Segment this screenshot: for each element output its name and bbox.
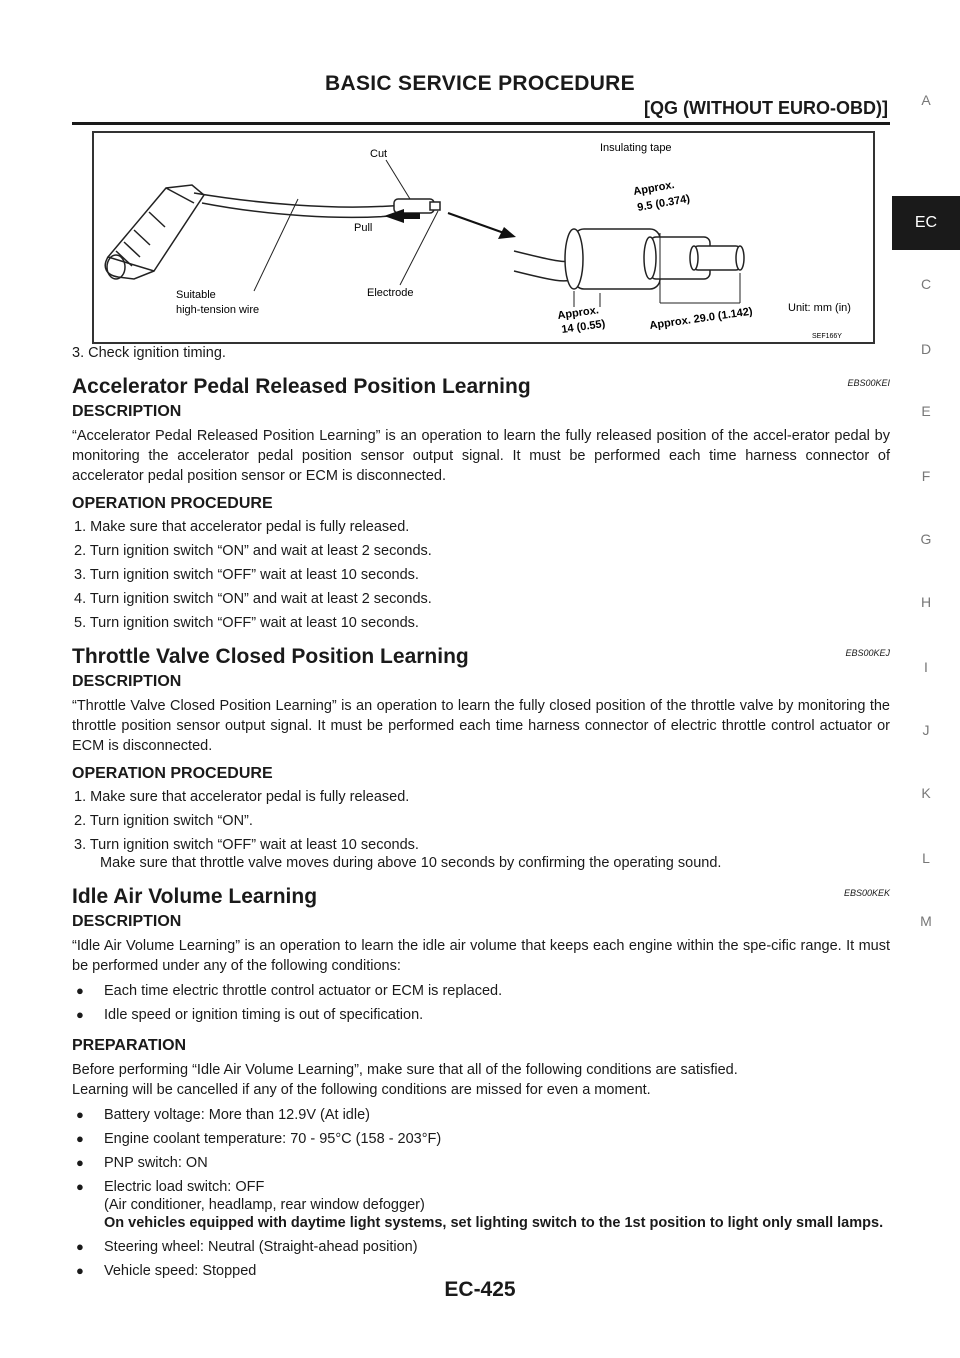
tab-f[interactable]: F [921, 468, 931, 484]
tab-a[interactable]: A [921, 92, 931, 108]
list-item-text: Vehicle speed: Stopped [104, 1263, 257, 1279]
idle-description-text: “Idle Air Volume Learning” is an operation to learn the idle air volume that keeps each engine within the spe-cific range. It must be performed under any of the following conditions: [72, 938, 890, 974]
tab-d[interactable]: D [920, 341, 932, 357]
throttle-operation-heading: OPERATION PROCEDURE [72, 765, 273, 782]
list-item: 5. Turn ignition switch “OFF” wait at least 10 seconds. [74, 615, 419, 631]
section-title-idle [72, 884, 890, 910]
page-body [72, 345, 890, 1286]
wire-illustration [94, 133, 873, 342]
list-item [74, 1178, 890, 1232]
page-number: EC-425 [444, 1278, 516, 1301]
throttle-description-text: “Throttle Valve Closed Position Learning” is an operation to learn the fully closed position of the throttle valve by monitoring the throttle position sensor output signal. It must be performed each time harness connector of electric throttle control actuator or ECM is disconnected. [72, 698, 890, 754]
list-item-text: Engine coolant temperature: 70 - 95°C (158 - 203°F) [104, 1131, 442, 1147]
tab-m[interactable]: M [920, 913, 932, 929]
bullet-icon: ● [76, 1239, 84, 1254]
list-item: 3. Turn ignition switch “OFF” wait at least 10 seconds. [74, 837, 419, 853]
spark-plug-wire-figure [92, 131, 875, 344]
section-code-idle: EBS00KEK [843, 888, 890, 898]
idle-preparation-text-1: Before performing “Idle Air Volume Learning”, make sure that all of the following conditions are satisfied. [72, 1062, 738, 1078]
list-item [74, 982, 890, 1000]
section-code-accelerator: EBS00KEI [847, 378, 890, 388]
list-item-text: Each time electric throttle control actuator or ECM is replaced. [104, 983, 503, 999]
list-item-note: On vehicles equipped with daytime light systems, set lighting switch to the 1st position to light only small lamps. [104, 1215, 884, 1231]
idle-conditions-list [72, 982, 890, 1024]
tab-h[interactable]: H [920, 594, 932, 610]
header-divider [72, 122, 890, 125]
tab-g[interactable]: G [920, 531, 932, 547]
bullet-icon: ● [76, 983, 84, 998]
list-item: 2. Turn ignition switch “ON”. [74, 813, 253, 829]
list-item [74, 1130, 890, 1148]
tab-e[interactable]: E [921, 403, 931, 419]
throttle-description-heading: DESCRIPTION [72, 673, 182, 690]
tab-c[interactable]: C [920, 276, 932, 292]
figure-code: SEF166Y [812, 333, 842, 340]
list-item: 3. Turn ignition switch “OFF” wait at least 10 seconds. [74, 567, 419, 583]
label-approx-9-5-a: Approx. [632, 178, 676, 198]
list-item: 1. Make sure that accelerator pedal is fully released. [74, 519, 410, 535]
list-item: 2. Turn ignition switch “ON” and wait at least 2 seconds. [74, 543, 432, 559]
section-title-idle-text: Idle Air Volume Learning [72, 885, 318, 908]
page-header-subtitle: [QG (WITHOUT EURO-OBD)] [644, 98, 888, 118]
section-title-throttle-text: Throttle Valve Closed Position Learning [72, 645, 469, 668]
label-approx-14-a: Approx. [556, 304, 600, 322]
list-item [74, 1238, 890, 1256]
label-pull: Pull [354, 222, 373, 234]
bullet-icon: ● [76, 1179, 84, 1194]
section-title-accelerator [72, 374, 890, 400]
label-cut: Cut [370, 148, 388, 160]
tab-l[interactable]: L [922, 850, 930, 866]
tab-i[interactable]: I [924, 659, 928, 675]
idle-preparation-list [72, 1106, 890, 1280]
list-item [74, 1006, 890, 1024]
section-title-accelerator-text: Accelerator Pedal Released Position Learning [72, 375, 531, 398]
list-item-text: (Air conditioner, headlamp, rear window defogger) [104, 1197, 425, 1213]
tab-ec[interactable]: EC [892, 196, 960, 250]
label-approx-9-5-b: 9.5 (0.374) [636, 192, 691, 214]
list-item-text: Electric load switch: OFF [104, 1179, 265, 1195]
list-item-text: Idle speed or ignition timing is out of specification. [104, 1007, 424, 1023]
tab-k[interactable]: K [921, 785, 931, 801]
label-insulating-tape: Insulating tape [600, 142, 672, 154]
idle-description-heading: DESCRIPTION [72, 913, 182, 930]
bullet-icon: ● [76, 1007, 84, 1022]
bullet-icon: ● [76, 1155, 84, 1170]
idle-preparation-text-2: Learning will be cancelled if any of the following conditions are missed for even a moment. [72, 1082, 651, 1098]
list-item [74, 1154, 890, 1172]
bullet-icon: ● [76, 1263, 84, 1278]
label-approx-14-b: 14 (0.55) [560, 317, 607, 336]
label-unit: Unit: mm (in) [788, 302, 851, 314]
bullet-icon: ● [76, 1131, 84, 1146]
list-item: 4. Turn ignition switch “ON” and wait at least 2 seconds. [74, 591, 432, 607]
list-item-text: Steering wheel: Neutral (Straight-ahead position) [104, 1239, 418, 1255]
idle-preparation-heading: PREPARATION [72, 1037, 187, 1054]
section-code-throttle: EBS00KEJ [845, 648, 890, 658]
page-header-title: BASIC SERVICE PROCEDURE [325, 72, 635, 95]
accelerator-description-heading: DESCRIPTION [72, 403, 182, 420]
list-item [74, 1106, 890, 1124]
accelerator-description-text: “Accelerator Pedal Released Position Learning” is an operation to learn the fully released position of the accel-erator pedal by monitoring the accelerator pedal position sensor output signal. It must be performed each time harness connector of accelerator pedal position sensor or ECM is disconnected. [72, 428, 890, 484]
list-item-text: Battery voltage: More than 12.9V (At idle) [104, 1107, 370, 1123]
throttle-steps-list [72, 788, 890, 872]
list-item: 1. Make sure that accelerator pedal is fully released. [74, 789, 410, 805]
label-approx-29: Approx. 29.0 (1.142) [648, 305, 754, 332]
tab-j[interactable]: J [922, 722, 930, 738]
label-suitable-2: high-tension wire [176, 304, 260, 316]
accelerator-steps-list [72, 518, 890, 632]
check-ignition-step: 3. Check ignition timing. [72, 345, 226, 361]
label-electrode: Electrode [367, 287, 414, 299]
list-item-text: PNP switch: ON [104, 1155, 208, 1171]
accelerator-operation-heading: OPERATION PROCEDURE [72, 495, 273, 512]
bullet-icon: ● [76, 1107, 84, 1122]
section-title-throttle [72, 644, 890, 670]
list-item-note: Make sure that throttle valve moves during above 10 seconds by confirming the operating sound. [100, 855, 722, 871]
label-suitable-1: Suitable [176, 289, 216, 301]
